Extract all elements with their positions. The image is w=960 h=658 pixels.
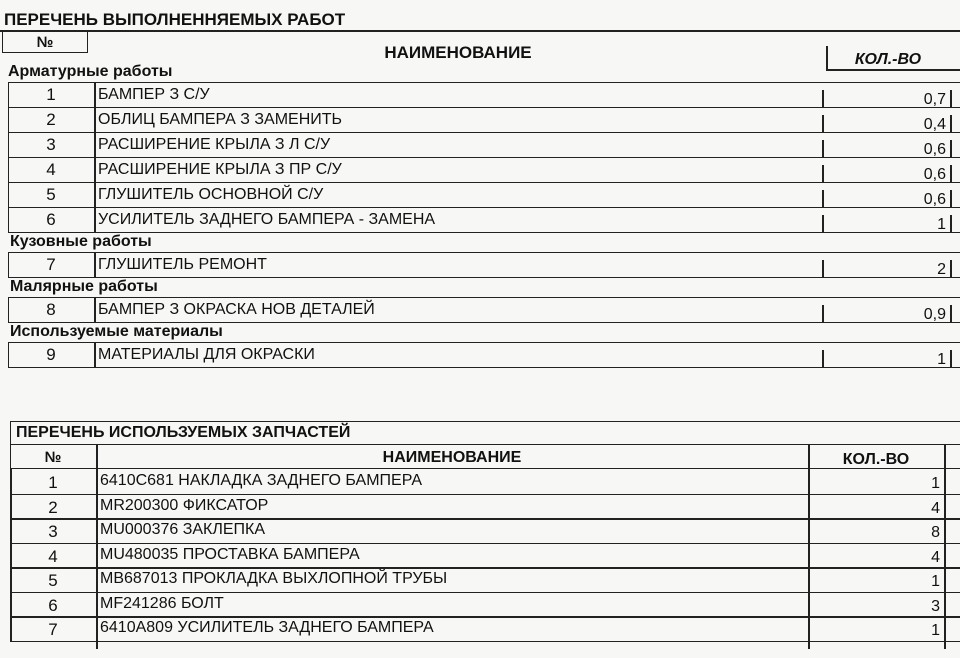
parts-row-border <box>10 518 960 520</box>
parts-row-name: MU000376 ЗАКЛЕПКА <box>100 521 266 538</box>
works-row-name: РАСШИРЕНИЕ КРЫЛА З Л С/У <box>98 136 331 153</box>
works-qty-divider-right <box>950 140 952 158</box>
works-section-title: Кузовные работы <box>10 233 152 250</box>
parts-row-num: 2 <box>48 497 58 517</box>
works-qty-divider-right <box>950 190 952 208</box>
works-row-divider <box>94 342 96 368</box>
works-row-qty: 1 <box>937 351 946 368</box>
works-row-qty: 2 <box>937 261 946 278</box>
works-row-name: УСИЛИТЕЛЬ ЗАДНЕГО БАМПЕРА - ЗАМЕНА <box>98 211 436 228</box>
parts-row-num: 3 <box>48 522 58 541</box>
parts-row-num: 7 <box>48 620 58 639</box>
works-row-qty: 0,7 <box>923 91 946 108</box>
parts-row-qty: 4 <box>931 499 940 517</box>
works-qty-divider-right <box>950 165 952 183</box>
parts-row-name: MB687013 ПРОКЛАДКА ВЫХЛОПНОЙ ТРУБЫ <box>100 570 448 587</box>
works-row-num: 4 <box>46 160 56 179</box>
works-row-divider <box>94 82 96 108</box>
parts-col-divider-2 <box>808 444 810 649</box>
works-row-num: 7 <box>46 255 56 274</box>
parts-col-divider-3 <box>944 444 946 649</box>
parts-row-num: 1 <box>48 473 58 492</box>
works-title-underline <box>0 30 960 32</box>
works-row-num: 8 <box>46 300 56 319</box>
parts-row-border <box>10 641 960 643</box>
parts-row-border <box>10 567 960 569</box>
works-qty-divider-right <box>950 350 952 368</box>
parts-row-qty: 1 <box>931 622 940 639</box>
parts-row-qty: 1 <box>931 573 940 590</box>
works-row-name: ОБЛИЦ БАМПЕРА З ЗАМЕНИТЬ <box>98 111 343 128</box>
parts-row-num: 4 <box>48 546 58 566</box>
works-qty-divider-right <box>950 260 952 278</box>
works-row-qty: 0,6 <box>923 166 946 183</box>
works-row-name: ГЛУШИТЕЛЬ ОСНОВНОЙ С/У <box>98 186 324 203</box>
works-section-title: Малярные работы <box>10 278 158 295</box>
parts-row-border <box>10 494 960 496</box>
works-row-name: РАСШИРЕНИЕ КРЫЛА З ПР С/У <box>98 161 342 178</box>
works-row-num: 1 <box>46 85 56 104</box>
works-row-qty: 0,9 <box>923 306 946 323</box>
works-row-name: ГЛУШИТЕЛЬ РЕМОНТ <box>98 256 267 273</box>
parts-row-name: 6410C681 НАКЛАДКА ЗАДНЕГО БАМПЕРА <box>100 472 422 489</box>
works-row-qty: 0,6 <box>923 191 946 208</box>
works-row-divider <box>94 207 96 233</box>
works-row-qty: 1 <box>937 216 946 233</box>
parts-header-name: НАИМЕНОВАНИЕ <box>382 449 522 466</box>
works-title: ПЕРЕЧЕНЬ ВЫПОЛНЕННЯЕМЫХ РАБОТ <box>4 10 346 29</box>
parts-row-name: MR200300 ФИКСАТОР <box>100 496 269 514</box>
works-row-divider <box>94 157 96 183</box>
works-row-name: МАТЕРИАЛЫ ДЛЯ ОКРАСКИ <box>98 346 315 363</box>
parts-title: ПЕРЕЧЕНЬ ИСПОЛЬЗУЕМЫХ ЗАПЧАСТЕЙ <box>16 424 351 441</box>
works-row-divider <box>94 252 96 278</box>
works-header-qty: КОЛ.-ВО <box>854 51 922 68</box>
works-qty-divider-right <box>950 115 952 133</box>
parts-row-qty: 4 <box>931 548 940 566</box>
parts-row-num: 5 <box>48 571 58 590</box>
works-row-divider <box>94 297 96 323</box>
works-row-name: БАМПЕР З ОКРАСКА НОВ ДЕТАЛЕЙ <box>98 301 375 318</box>
parts-header-num: № <box>44 449 62 466</box>
parts-row-num: 6 <box>48 595 58 615</box>
works-row-num: 5 <box>46 185 56 204</box>
works-row-num: 3 <box>46 135 56 154</box>
parts-col-divider-1 <box>96 444 98 649</box>
parts-row-border <box>10 543 960 545</box>
works-row-qty: 0,6 <box>923 141 946 158</box>
parts-row-border <box>10 592 960 594</box>
parts-row-qty: 3 <box>931 597 940 615</box>
works-row-num: 6 <box>46 210 56 229</box>
parts-header-qty: КОЛ.-ВО <box>842 451 910 468</box>
works-qty-divider-right <box>950 90 952 108</box>
works-row-name: БАМПЕР З С/У <box>98 86 210 103</box>
works-section-title: Арматурные работы <box>8 63 173 80</box>
works-qty-divider-right <box>950 215 952 233</box>
parts-row-qty: 8 <box>931 524 940 541</box>
works-row-divider <box>94 182 96 208</box>
works-header-qty-underline <box>826 69 960 71</box>
parts-row-qty: 1 <box>931 475 940 492</box>
works-section-title: Используемые материалы <box>10 323 223 340</box>
works-row-num: 2 <box>46 110 56 129</box>
works-row-divider <box>94 132 96 158</box>
parts-row-border <box>10 616 960 618</box>
works-row-qty: 0,4 <box>923 116 946 133</box>
parts-row-name: MU480035 ПРОСТАВКА БАМПЕРА <box>100 545 360 563</box>
works-header-num: № <box>36 34 54 51</box>
works-row-num: 9 <box>46 345 56 364</box>
works-qty-divider-right <box>950 305 952 323</box>
works-header-name: НАИМЕНОВАНИЕ <box>384 43 532 62</box>
works-row-divider <box>94 107 96 133</box>
parts-row-name: 6410A809 УСИЛИТЕЛЬ ЗАДНЕГО БАМПЕРА <box>100 619 434 636</box>
parts-row-name: MF241286 БОЛТ <box>100 594 224 612</box>
